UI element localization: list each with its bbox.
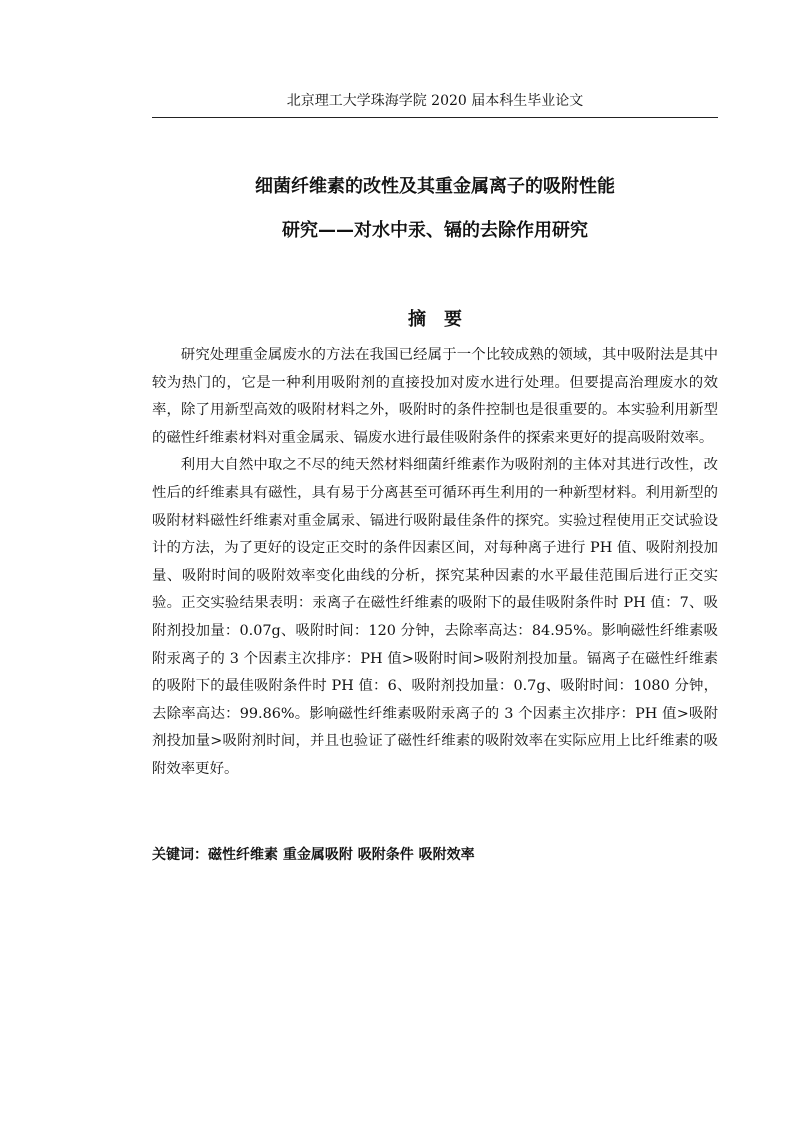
thesis-title-line-2: 研究——对水中汞、镉的去除作用研究 — [282, 220, 588, 241]
abstract-body — [152, 342, 718, 784]
abstract-heading-left: 摘 — [408, 309, 426, 330]
abstract-paragraph-2: 利用大自然中取之不尽的纯天然材料细菌纤维素作为吸附剂的主体对其进行改性，改性后的纤维素具有磁性，具有易于分离甚至可循环再生利用的一种新型材料。利用新型的吸附材料磁性纤维素对重金属汞、镉进行吸附最佳条件的探究。实验过程使用正交试验设计的方法，为了更好的设定正交时的条件因素区间，对每种离子进行 PH 值、吸附剂投加量、吸附时间的吸附效率变化曲线的分析，探究某种因素的水平最佳范围后进行正交实验。正交实验结果表明：汞离子在磁性纤维素的吸附下的最佳吸附条件时 PH 值：7、吸附剂投加量：0.07g、吸附时间：120 分钟，去除率高达：84.95%。影响磁性纤维素吸附汞离子的 3 个因素主次排序：PH 值>吸附时间>吸附剂投加量。镉离子在磁性纤维素的吸附下的最佳吸附条件时 PH 值：6、吸附剂投加量：0.7g、吸附时间：1080 分钟，去除率高达：99.86%。影响磁性纤维素吸附汞离子的 3 个因素主次排序：PH 值>吸附剂投加量>吸附剂时间，并且也验证了磁性纤维素的吸附效率在实际应用上比纤维素的吸附效率更好。 — [152, 457, 718, 777]
abstract-heading-right: 要 — [444, 309, 462, 330]
header-rule — [152, 117, 718, 118]
keywords-line — [152, 845, 718, 865]
keywords-items: 磁性纤维素 重金属吸附 吸附条件 吸附效率 — [208, 847, 475, 863]
keywords-label: 关键词： — [152, 847, 208, 863]
thesis-title-line-1: 细菌纤维素的改性及其重金属离子的吸附性能 — [255, 176, 615, 197]
abstract-paragraph-1: 研究处理重金属废水的方法在我国已经属于一个比较成熟的领域，其中吸附法是其中较为热门的，它是一种利用吸附剂的直接投加对废水进行处理。但要提高治理废水的效率，除了用新型高效的吸附材料之外，吸附时的条件控制也是很重要的。本实验利用新型的磁性纤维素材料对重金属汞、镉废水进行最佳吸附条件的探索来更好的提高吸附效率。 — [152, 347, 718, 446]
abstract-heading — [152, 308, 718, 332]
running-header: 北京理工大学珠海学院 2020 届本科生毕业论文 — [286, 93, 584, 109]
